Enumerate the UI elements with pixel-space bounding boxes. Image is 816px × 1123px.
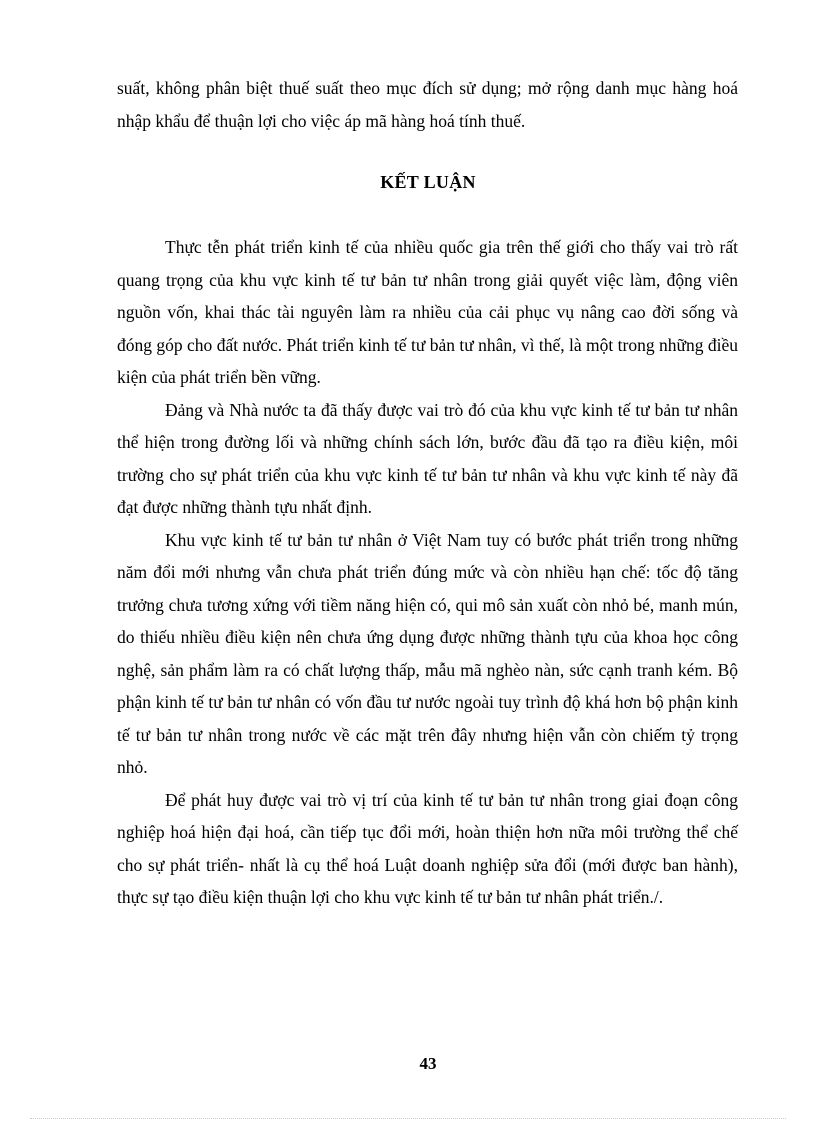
page-number: 43 <box>419 1054 437 1073</box>
conclusion-body <box>117 231 738 914</box>
paragraph-1: Thực tễn phát triển kinh tế của nhiều quốc gia trên thế giới cho thấy vai trò rất quang trọng của khu vực kinh tế tư bản tư nhân trong giải quyết việc làm, động viên nguồn vốn, khai thác tài nguyên làm ra nhiều của cải phục vụ nâng cao đời sống và đóng góp cho đất nước. Phát triển kinh tế tư bản tư nhân, vì thế, là một trong những điều kiện của phát triển bền vững. <box>117 237 738 387</box>
paragraph-4: Để phát huy được vai trò vị trí của kinh tế tư bản tư nhân trong giai đoạn công nghiệp hoá hiện đại hoá, cần tiếp tục đổi mới, hoàn thiện hơn nữa môi trường thể chế cho sự phát triển- nhất là cụ thể hoá Luật doanh nghiệp sửa đổi (mới được ban hành), thực sự tạo điều kiện thuận lợi cho khu vực kinh tế tư bản tư nhân phát triển./. <box>117 789 738 907</box>
section-heading: KẾT LUẬN <box>380 172 476 192</box>
paragraph-3: Khu vực kinh tế tư bản tư nhân ở Việt Nam tuy có bước phát triển trong những năm đổi mới nhưng vẫn chưa phát triển đúng mức và còn nhiều hạn chế: tốc độ tăng trưởng chưa tương xứng với tiềm năng hiện có, qui mô sản xuất còn nhỏ bé, manh mún, do thiếu nhiều điều kiện nên chưa ứng dụng được những thành tựu của khoa học công nghệ, sản phẩm làm ra có chất lượng thấp, mẫu mã nghèo nàn, sức cạnh tranh kém. Bộ phận kinh tế tư bản tư nhân có vốn đầu tư nước ngoài tuy trình độ khá hơn bộ phận kinh tế tư bản tư nhân trong nước về các mặt trên đây nhưng hiện vẫn còn chiếm tỷ trọng nhỏ. <box>117 529 738 777</box>
intro-paragraph-block <box>117 72 738 137</box>
paragraph-2: Đảng và Nhà nước ta đã thấy được vai trò đó của khu vực kinh tế tư bản tư nhân thể hiện trong đường lối và những chính sách lớn, bước đầu đã tạo ra điều kiện, môi trường cho sự phát triển của khu vực kinh tế tư bản tư nhân và khu vực kinh tế này đã đạt được những thành tựu nhất định. <box>117 399 738 517</box>
intro-paragraph: suất, không phân biệt thuế suất theo mục đích sử dụng; mở rộng danh mục hàng hoá nhập khẩu để thuận lợi cho việc áp mã hàng hoá tính thuế. <box>117 78 738 131</box>
page-bottom-border <box>30 1118 786 1119</box>
